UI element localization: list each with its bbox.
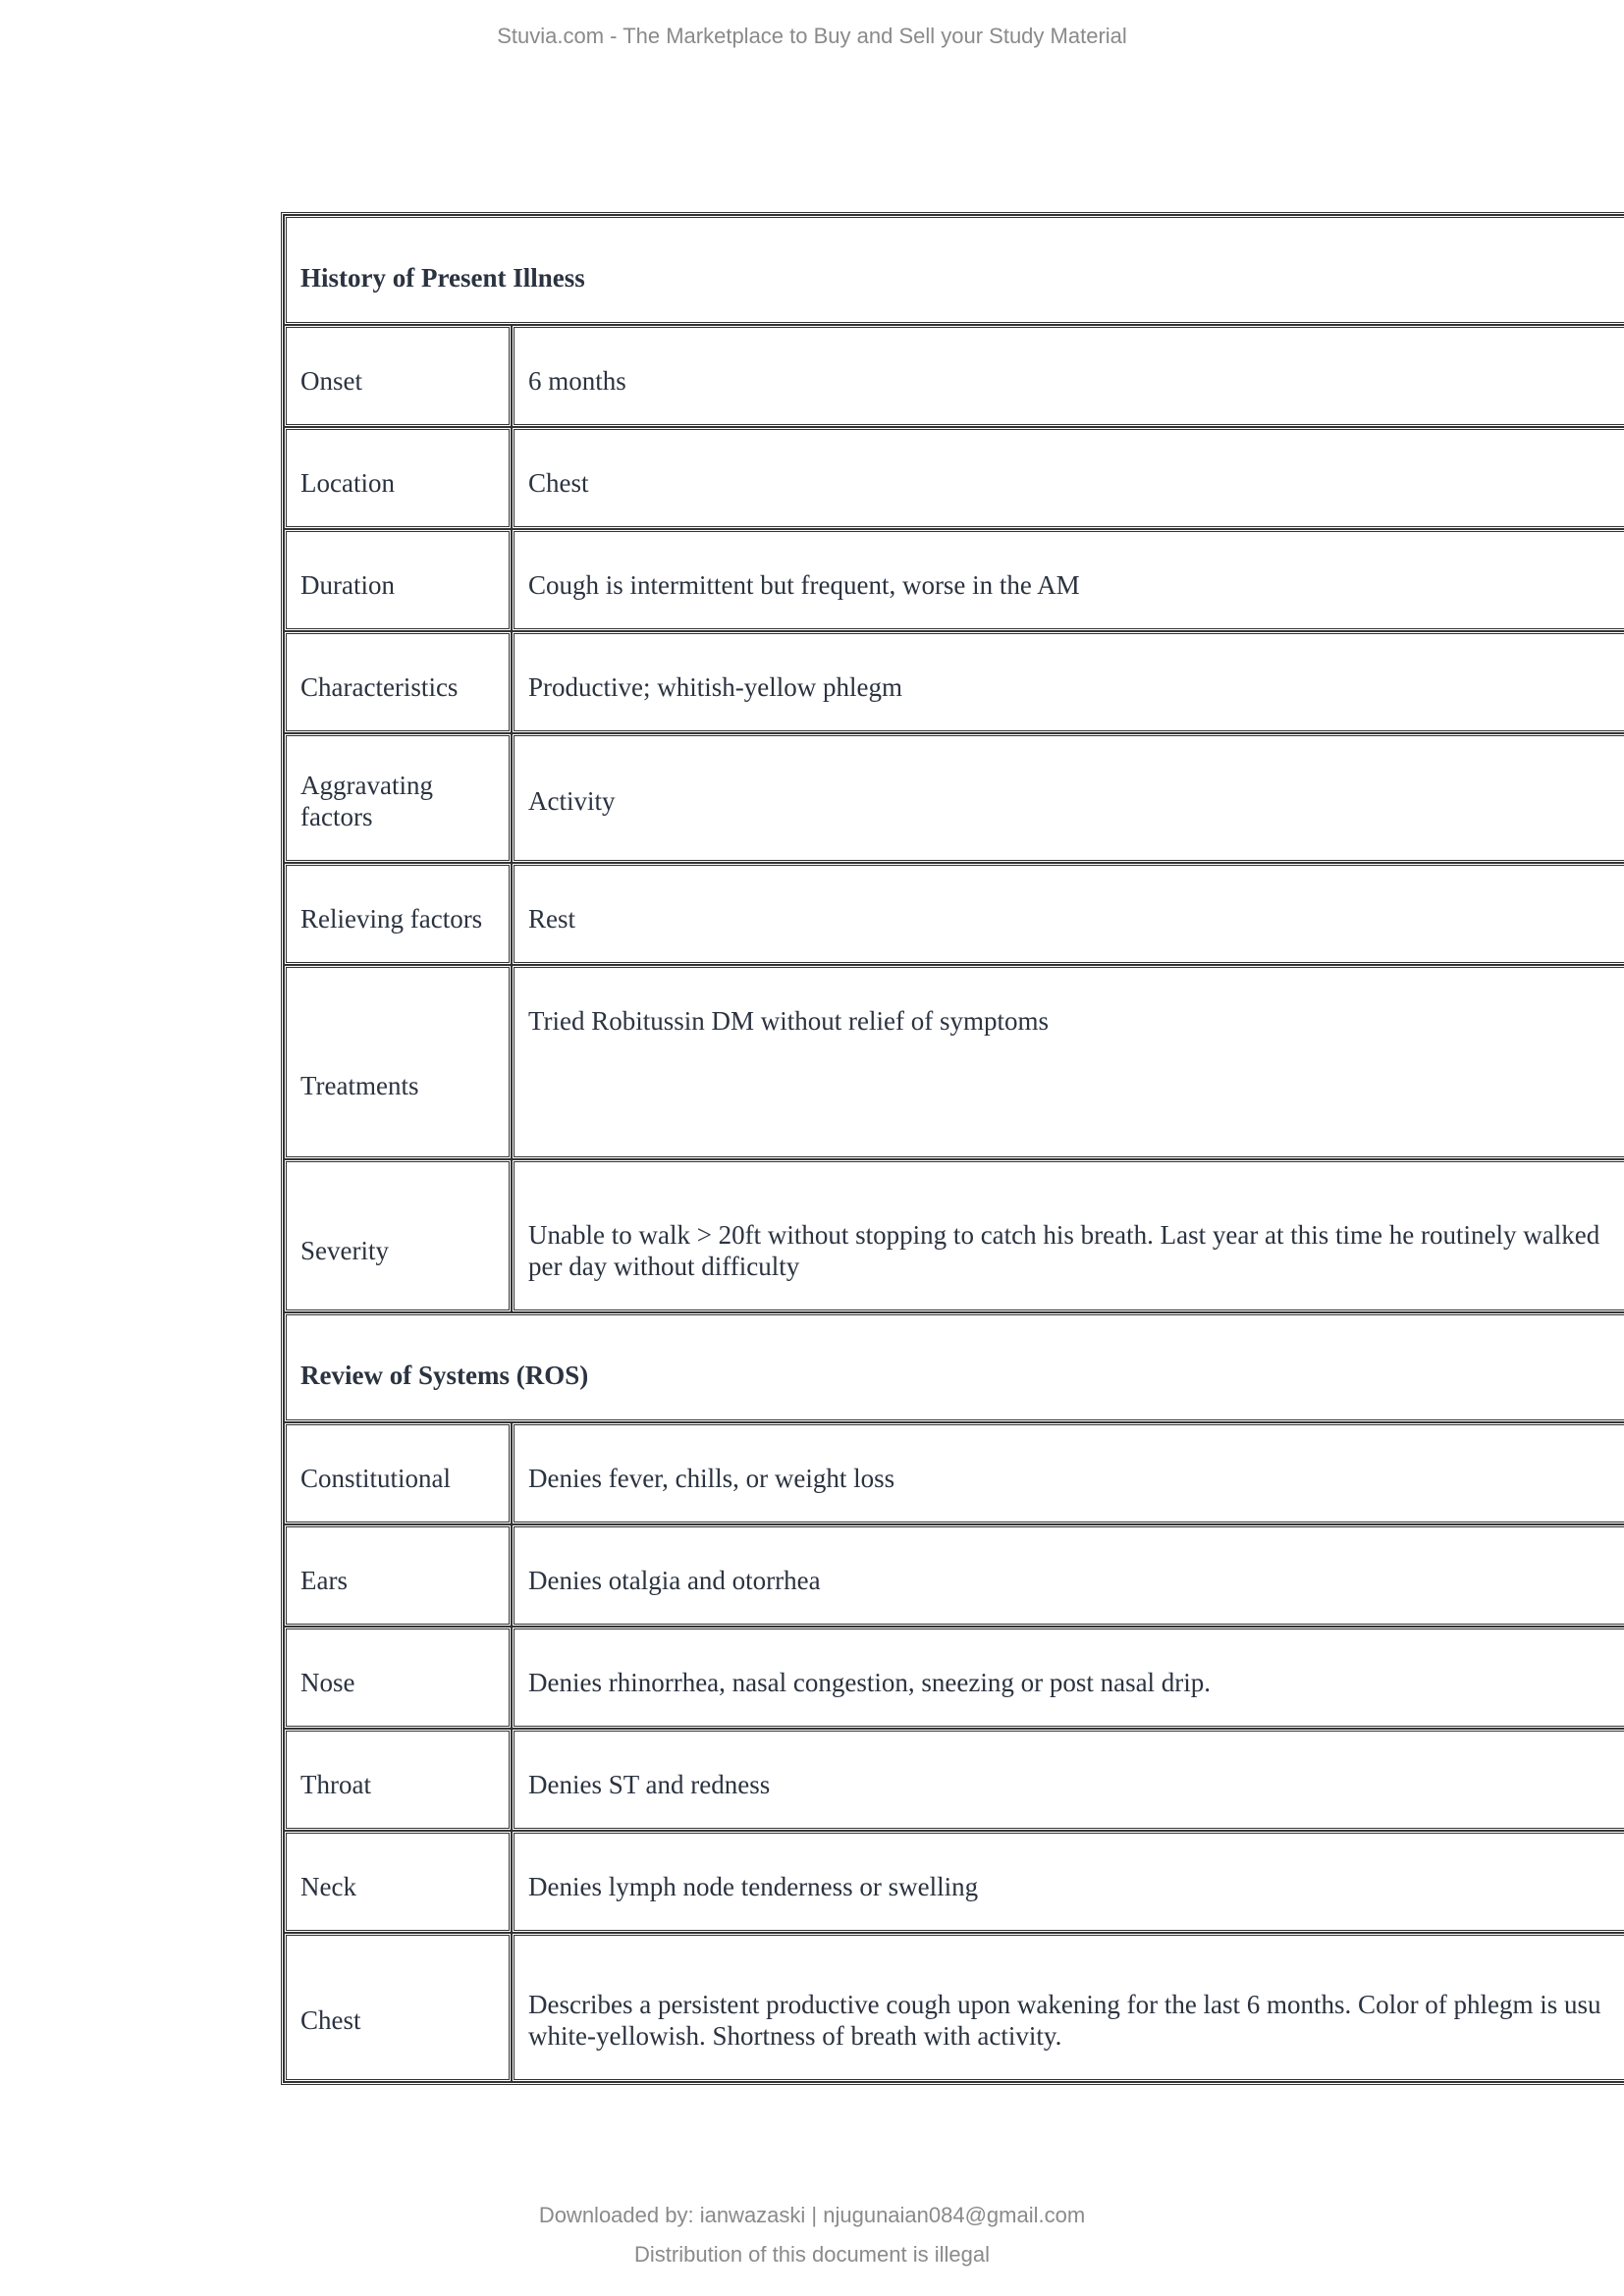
row-value: Denies ST and redness xyxy=(512,1729,1624,1831)
row-label: Duration xyxy=(284,529,512,631)
row-value: Denies lymph node tenderness or swelling xyxy=(512,1831,1624,1933)
row-value-line-1: Describes a persistent productive cough upon wakening for the last 6 months. Color of phlegm is usu xyxy=(528,1990,1601,2019)
table-row-duration xyxy=(284,529,1624,631)
hpi-ros-table-container xyxy=(281,212,1624,2085)
watermark-banner: Stuvia.com - The Marketplace to Buy and Sell your Study Material xyxy=(497,24,1127,48)
row-label: Aggravating factors xyxy=(284,733,512,863)
table-row-ears xyxy=(284,1524,1624,1627)
table-row-onset xyxy=(284,325,1624,427)
row-label: Location xyxy=(284,427,512,529)
table-row-treatments xyxy=(284,965,1624,1159)
section-row-hpi xyxy=(284,215,1624,325)
row-label: Treatments xyxy=(284,965,512,1159)
row-value xyxy=(512,1159,1624,1312)
row-label: Chest xyxy=(284,1933,512,2082)
row-label: Ears xyxy=(284,1524,512,1627)
row-value: Denies otalgia and otorrhea xyxy=(512,1524,1624,1627)
table-row-severity xyxy=(284,1159,1624,1312)
row-value: Productive; whitish-yellow phlegm xyxy=(512,631,1624,733)
table-row-aggravating-factors xyxy=(284,733,1624,863)
table-row-chest xyxy=(284,1933,1624,2082)
section-title-hpi: History of Present Illness xyxy=(284,215,1624,325)
row-label: Onset xyxy=(284,325,512,427)
section-title-ros: Review of Systems (ROS) xyxy=(284,1312,1624,1422)
row-label: Throat xyxy=(284,1729,512,1831)
table-row-constitutional xyxy=(284,1422,1624,1524)
row-value: Denies fever, chills, or weight loss xyxy=(512,1422,1624,1524)
section-row-ros xyxy=(284,1312,1624,1422)
table-row-nose xyxy=(284,1627,1624,1729)
row-value xyxy=(512,1933,1624,2082)
row-label: Nose xyxy=(284,1627,512,1729)
table-row-characteristics xyxy=(284,631,1624,733)
row-value: Chest xyxy=(512,427,1624,529)
table-row-neck xyxy=(284,1831,1624,1933)
row-label: Severity xyxy=(284,1159,512,1312)
row-label: Relieving factors xyxy=(284,863,512,965)
row-value: Cough is intermittent but frequent, worse in the AM xyxy=(512,529,1624,631)
row-value: Activity xyxy=(512,733,1624,863)
table-row-location xyxy=(284,427,1624,529)
hpi-ros-table xyxy=(281,212,1624,2085)
row-label: Constitutional xyxy=(284,1422,512,1524)
table-row-throat xyxy=(284,1729,1624,1831)
table-row-relieving-factors xyxy=(284,863,1624,965)
row-value: Denies rhinorrhea, nasal congestion, sneezing or post nasal drip. xyxy=(512,1627,1624,1729)
row-label: Characteristics xyxy=(284,631,512,733)
row-value-line-1: Unable to walk > 20ft without stopping to catch his breath. Last year at this time he routinely walked xyxy=(528,1220,1600,1250)
row-value: Tried Robitussin DM without relief of symptoms xyxy=(512,965,1624,1159)
row-label: Neck xyxy=(284,1831,512,1933)
row-value-line-2: per day without difficulty xyxy=(528,1252,800,1281)
distribution-notice: Distribution of this document is illegal xyxy=(634,2242,990,2267)
row-value: Rest xyxy=(512,863,1624,965)
row-value-line-2: white-yellowish. Shortness of breath with activity. xyxy=(528,2021,1062,2051)
downloaded-by-note: Downloaded by: ianwazaski | njugunaian084@gmail.com xyxy=(538,2203,1086,2227)
row-value: 6 months xyxy=(512,325,1624,427)
